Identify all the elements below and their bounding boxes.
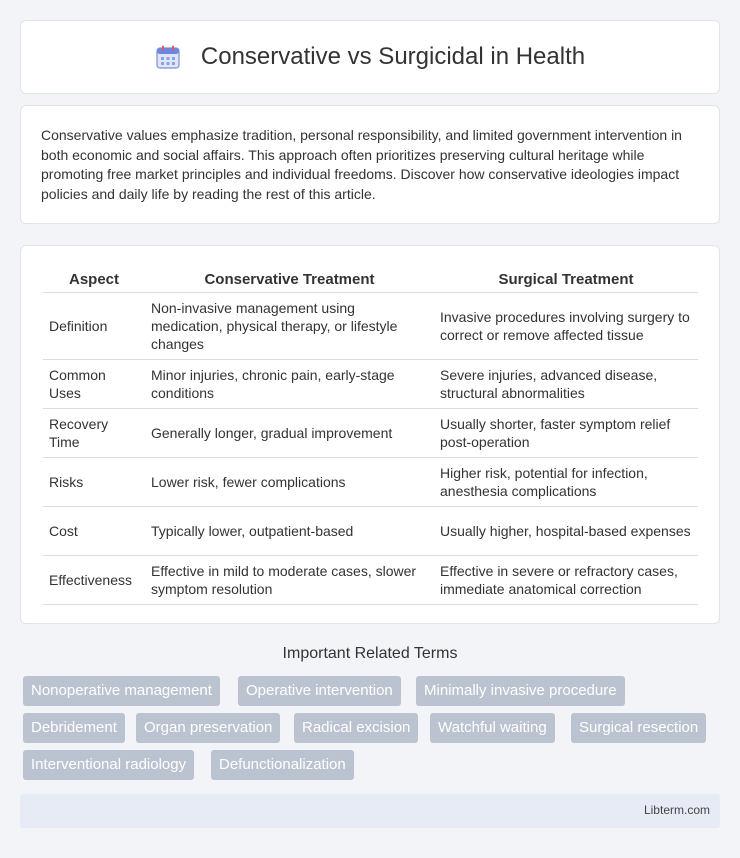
term-tag[interactable]: Debridement xyxy=(23,713,125,743)
aspect-cell: Definition xyxy=(43,292,145,359)
comparison-table xyxy=(43,266,698,605)
term-tag[interactable]: Interventional radiology xyxy=(23,750,194,780)
aspect-cell: Effectiveness xyxy=(43,555,145,604)
surgical-cell: Higher risk, potential for infection, anesthesia complications xyxy=(434,457,698,506)
table-row xyxy=(43,457,698,506)
aspect-cell: Cost xyxy=(43,506,145,555)
footer-brand[interactable]: Libterm.com xyxy=(643,803,710,817)
conservative-cell: Generally longer, gradual improvement xyxy=(145,408,434,457)
table-row xyxy=(43,506,698,555)
header-conservative: Conservative Treatment xyxy=(145,266,434,292)
aspect-cell: Recovery Time xyxy=(43,408,145,457)
table-row xyxy=(43,408,698,457)
calendar-icon xyxy=(155,44,181,70)
surgical-cell: Effective in severe or refractory cases, immediate anatomical correction xyxy=(434,555,698,604)
aspect-cell: Common Uses xyxy=(43,359,145,408)
intro-text: Conservative values emphasize tradition, personal responsibility, and limited government intervention in both economic and social affairs. This approach often prioritizes preserving cultural heritage while promoting free market principles and individual freedoms. Discover how conservative ideologies impact policies and daily life by reading the rest of this article. xyxy=(41,127,682,202)
term-tag[interactable]: Radical excision xyxy=(294,713,418,743)
term-tag[interactable]: Defunctionalization xyxy=(211,750,354,780)
term-tag[interactable]: Operative intervention xyxy=(238,676,401,706)
related-terms-title: Important Related Terms xyxy=(282,645,458,662)
term-tag[interactable]: Organ preservation xyxy=(136,713,280,743)
header-surgical: Surgical Treatment xyxy=(434,266,698,292)
surgical-cell: Usually higher, hospital-based expenses xyxy=(434,506,698,555)
page-title: Conservative vs Surgicidal in Health xyxy=(200,43,586,70)
term-tag[interactable]: Minimally invasive procedure xyxy=(416,676,625,706)
conservative-cell: Typically lower, outpatient-based xyxy=(145,506,434,555)
table-row xyxy=(43,292,698,359)
comparison-card xyxy=(20,245,720,624)
table-row xyxy=(43,359,698,408)
term-tag[interactable]: Watchful waiting xyxy=(430,713,555,743)
conservative-cell: Lower risk, fewer complications xyxy=(145,457,434,506)
conservative-cell: Minor injuries, chronic pain, early-stage conditions xyxy=(145,359,434,408)
conservative-cell: Non-invasive management using medication, physical therapy, or lifestyle changes xyxy=(145,292,434,359)
header-card xyxy=(20,20,720,94)
surgical-cell: Severe injuries, advanced disease, structural abnormalities xyxy=(434,359,698,408)
table-header-row xyxy=(43,266,698,292)
table-row xyxy=(43,555,698,604)
term-tag[interactable]: Nonoperative management xyxy=(23,676,220,706)
conservative-cell: Effective in mild to moderate cases, slower symptom resolution xyxy=(145,555,434,604)
header-aspect: Aspect xyxy=(43,266,145,292)
surgical-cell: Invasive procedures involving surgery to correct or remove affected tissue xyxy=(434,292,698,359)
aspect-cell: Risks xyxy=(43,457,145,506)
intro-card xyxy=(20,105,720,224)
term-tag[interactable]: Surgical resection xyxy=(571,713,706,743)
footer xyxy=(20,794,720,828)
surgical-cell: Usually shorter, faster symptom relief post-operation xyxy=(434,408,698,457)
